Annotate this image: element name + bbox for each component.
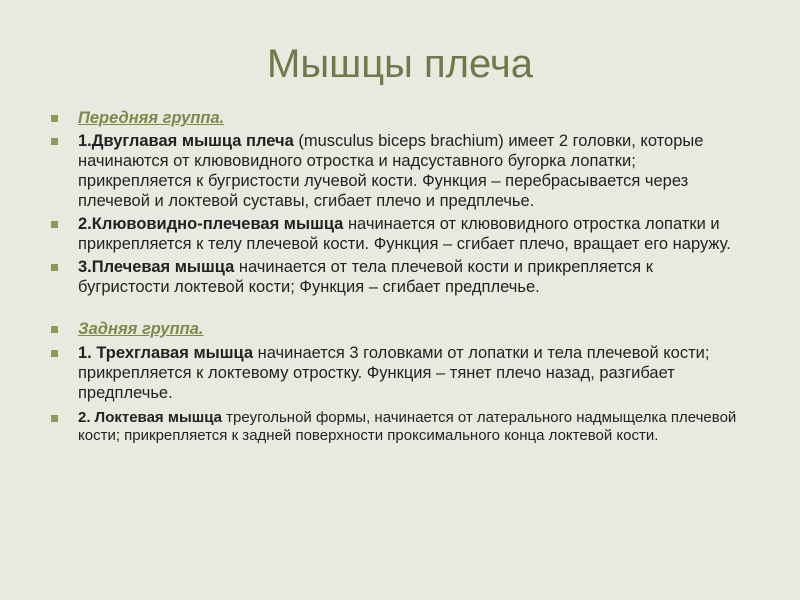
list-item-coracobrachialis [48, 214, 748, 254]
section-gap [48, 297, 748, 319]
bullet-icon [51, 221, 58, 228]
muscle-description: (musculus biceps brachium) имеет 2 головки, которые начинаются от клювовидного отростка и надсуставного бугорка лопатки; прикрепляется к бугристости лучевой кости. Функция – перебрасывается через плечевой и локтевой суставы, сгибает плечо и предплечье. [78, 132, 704, 210]
list-item-brachialis [48, 257, 748, 297]
list-item-triceps [48, 343, 748, 403]
list-item-biceps [48, 131, 748, 211]
muscle-name: 2.Клювовидно-плечевая мышца [78, 215, 344, 233]
section-heading-posterior [48, 319, 748, 339]
list-item-anconeus [48, 409, 748, 445]
muscle-description: начинается 3 головками от лопатки и тела плечевой кости; прикрепляется к локтевому отростку. Функция – тянет плечо назад, разгибает предплечье. [78, 344, 710, 402]
anterior-group-heading: Передняя группа. [78, 109, 225, 127]
muscle-name: 1. Трехглавая мышца [78, 344, 254, 362]
slide-title: Мышцы плеча [267, 42, 533, 86]
muscle-description: треугольной формы, начинается от латерального надмыщелка плечевой кости; прикрепляется к задней поверхности проксимального конца локтевой кости. [78, 409, 737, 444]
posterior-group-heading: Задняя группа. [78, 320, 204, 338]
muscle-name: 1.Двуглавая мышца плеча [78, 132, 294, 150]
bullet-icon [51, 138, 58, 145]
bullet-icon [51, 350, 58, 357]
bullet-icon [51, 115, 58, 122]
bullet-icon [51, 326, 58, 333]
muscle-description: начинается от тела плечевой кости и прикрепляется к бугристости локтевой кости; Функция – сгибает предплечье. [78, 258, 653, 296]
bullet-icon [51, 415, 58, 422]
muscle-description: начинается от клювовидного отростка лопатки и прикрепляется к телу плечевой кости. Функция – сгибает плечо, вращает его наружу. [78, 215, 731, 253]
slide-content [48, 108, 748, 445]
muscle-name: 2. Локтевая мышца [78, 409, 223, 426]
bullet-icon [51, 264, 58, 271]
muscle-name: 3.Плечевая мышца [78, 258, 235, 276]
section-heading-anterior [48, 108, 748, 128]
